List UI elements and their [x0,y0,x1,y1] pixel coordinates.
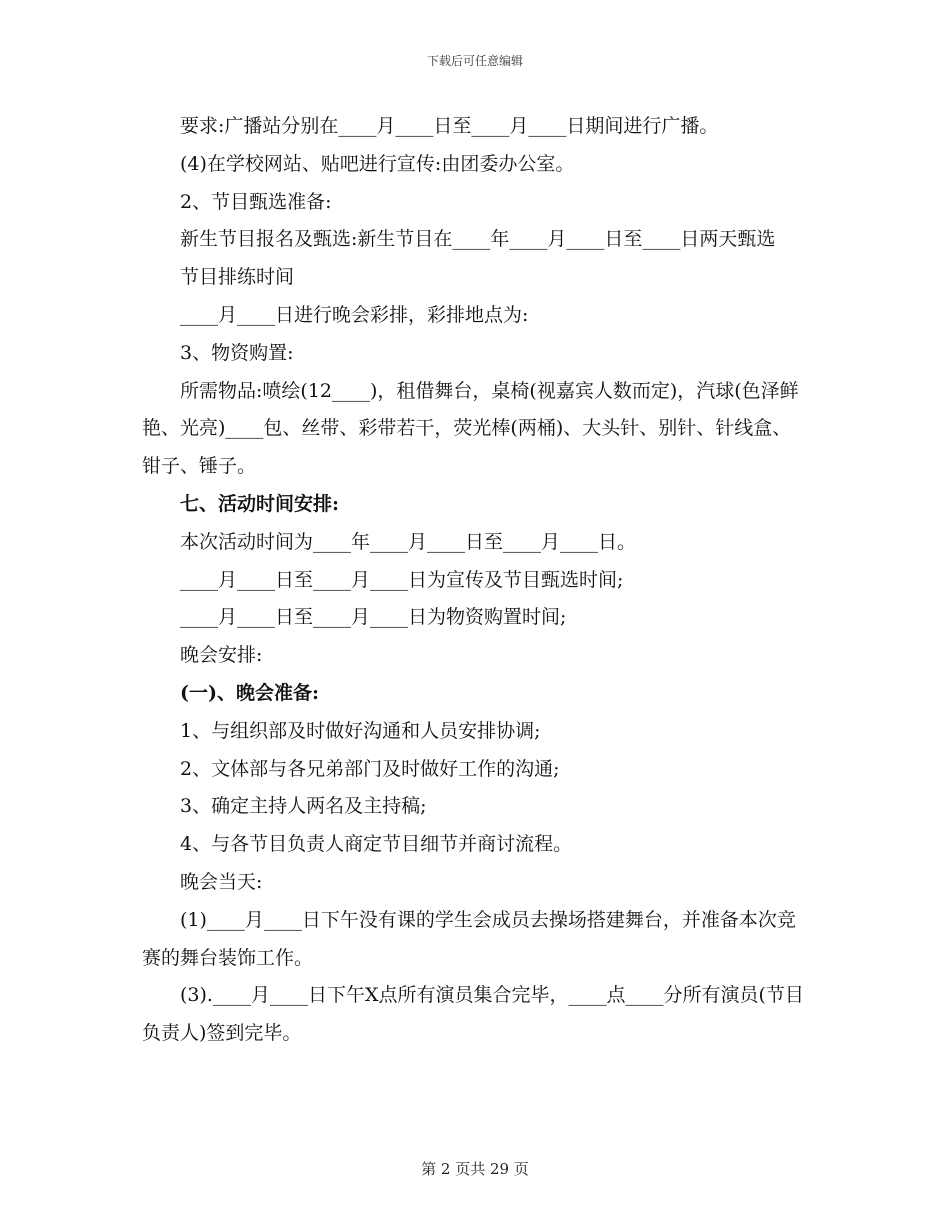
page-header: 下载后可任意编辑 [426,54,523,68]
paragraph-program-selection-heading: 2、节目甄选准备: [180,190,332,213]
page-footer: 第 2 页共 29 页 [421,1160,529,1178]
paragraph-website-promotion: (4)在学校网站、贴吧进行宣传:由团委办公室。 [180,152,575,175]
list-item-4: 4、与各节目负责人商定节目细节并商讨流程。 [180,833,573,856]
paragraph-gala-arrangement: 晚会安排: [180,644,263,667]
paragraph-broadcast-requirement: 要求:广播站分别在____月____日至____月____日期间进行广播。 [180,115,719,137]
paragraph-purchase-period: ____月____日至____月____日为物资购置时间; [180,606,567,629]
paragraph-rehearsal-date: ____月____日进行晚会彩排，彩排地点为: [180,303,529,326]
list-item-3: 3、确定主持人两名及主持稿; [180,795,427,818]
paragraph-activity-period: 本次活动时间为____年____月____日至____月____日。 [180,530,637,553]
paragraph-supplies-list: 所需物品:喷绘(12____)，租借舞台，桌椅(视嘉宾人数而定)，汽球(色泽鲜艳、光亮)____包、丝带、彩带若干，荧光棒(两桶)、大头针、别针、针线盒、钳子、锤子。 [142,379,799,478]
paragraph-new-student-selection: 新生节目报名及甄选:新生节目在____年____月____日至____日两天甄选 [180,228,776,251]
paragraph-rehearsal-time: 节目排练时间 [180,266,295,289]
section-heading-schedule: 七、活动时间安排: [180,492,340,515]
paragraph-supplies-heading: 3、物资购置: [180,341,294,364]
paragraph-promotion-period: ____月____日至____月____日为宣传及节目甄选时间; [180,568,624,591]
paragraph-gala-day: 晚会当天: [180,870,263,893]
paragraph-stage-setup: (1)____月____日下午没有课的学生会成员去操场搭建舞台，并准备本次竞赛的舞台装饰工作。 [142,908,796,969]
section-heading-gala-preparation: (一)、晚会准备: [180,681,319,704]
document-body [142,108,810,1053]
paragraph-performer-checkin: (3).____月____日下午X点所有演员集合完毕，____点____分所有演员(节目负责人)签到完毕。 [142,984,804,1045]
list-item-2: 2、文体部与各兄弟部门及时做好工作的沟通; [180,757,560,780]
list-item-1: 1、与组织部及时做好沟通和人员安排协调; [180,719,541,742]
